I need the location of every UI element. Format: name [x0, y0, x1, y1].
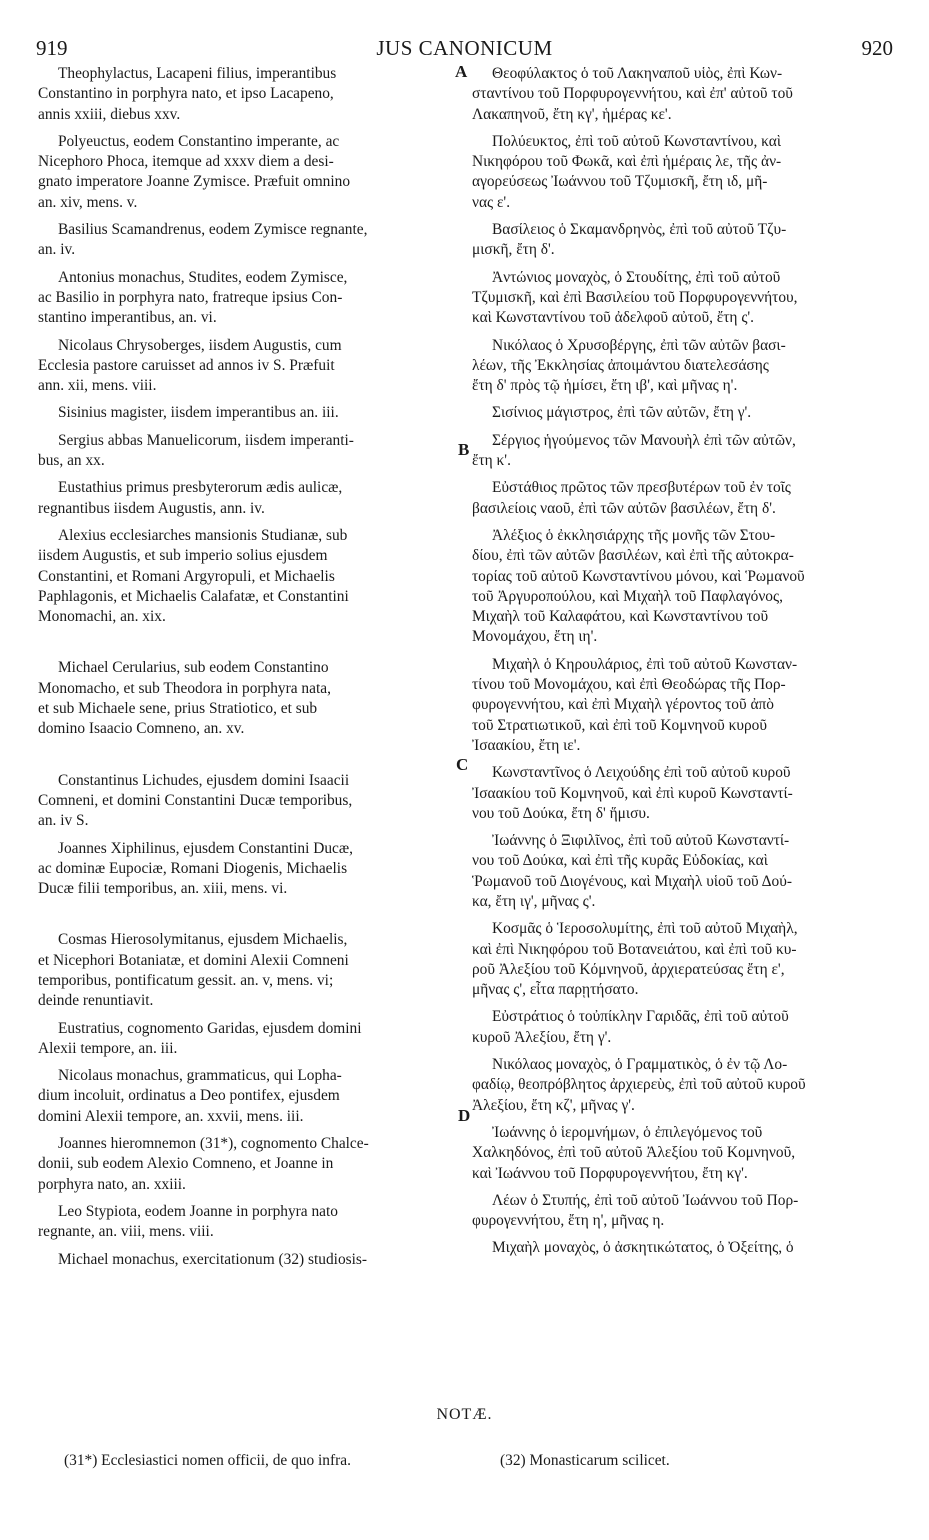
text-line: temporibus, pontificatum gessit. an. v, mens. vi;: [38, 971, 334, 989]
footnote-31: (31*) Ecclesiastici nomen officii, de quo infra.: [64, 1452, 351, 1469]
notes-heading: NOTÆ.: [436, 1406, 493, 1423]
text-line: τορίας τοῦ αὐτοῦ Κωνσταντίνου μόνου, καὶ Ῥωμανοῦ: [472, 567, 805, 585]
text-line: ἔτη κ'.: [472, 452, 511, 470]
text-line: Ἰσαακίου, ἔτη ιε'.: [472, 736, 581, 754]
text-line: Michael Cerularius, sub eodem Constantino: [58, 659, 329, 677]
text-line: Εὐστράτιος ὁ τοὐπίκλην Γαριδᾶς, ἐπὶ τοῦ αὐτοῦ: [492, 1008, 789, 1026]
text-line: gnato imperatore Joanne Zymisce. Præfuit omnino: [38, 173, 351, 191]
right-entry: [472, 220, 894, 261]
right-entry: [472, 1238, 894, 1258]
left-entry: [38, 658, 462, 739]
text-line: bus, an xx.: [38, 452, 105, 470]
text-line: Eustratius, cognomento Garidas, ejusdem domini: [58, 1019, 362, 1037]
text-line: δίου, ἐπὶ τῶν αὐτῶν βασιλέων, καὶ ἐπὶ τῆς αὐτοκρα-: [472, 547, 794, 565]
greek-column: [472, 64, 894, 1266]
text-line: Nicolaus Chrysoberges, iisdem Augustis, cum: [58, 336, 342, 354]
left-entry: [38, 220, 462, 261]
text-line: an. iv S.: [38, 812, 89, 830]
right-entry: [472, 831, 894, 912]
left-entry: [38, 336, 462, 397]
text-line: Ἀντώνιος μοναχὸς, ὁ Στουδίτης, ἐπὶ τοῦ αὐτοῦ: [492, 268, 781, 286]
text-line: dium incoluit, ordinatus a Deo pontifex, ejusdem: [38, 1087, 340, 1105]
right-entry: [472, 1191, 894, 1232]
right-entry: [472, 1123, 894, 1184]
right-entry: [472, 1007, 894, 1048]
footnote-32: (32) Monasticarum scilicet.: [500, 1452, 670, 1469]
text-line: ac Basilio in porphyra nato, fratreque ipsius Con-: [38, 288, 343, 306]
right-entry: [472, 336, 894, 397]
text-line: Nicolaus monachus, grammaticus, qui Lopha-: [58, 1067, 342, 1085]
text-line: Comneni, et domini Constantini Ducæ temporibus,: [38, 791, 353, 809]
text-line: τοῦ Ἀργυροπούλου, καὶ Μιχαὴλ τοῦ Παφλαγόνος,: [472, 587, 783, 605]
text-line: Nicephoro Phoca, itemque ad xxxv diem a desi-: [38, 153, 334, 171]
text-line: Sisinius magister, iisdem imperantibus an. iii.: [58, 404, 339, 422]
text-line: domini Alexii tempore, an. xxvii, mens. iii.: [38, 1107, 304, 1125]
left-entry: [38, 771, 462, 832]
text-line: κα, ἔτη ιγ', μῆνας ς'.: [472, 892, 596, 910]
left-entry: [38, 930, 462, 1011]
text-line: βασιλείοις ναοῦ, ἐπὶ τῶν αὐτῶν βασιλέων, ἔτη δ'.: [472, 499, 776, 517]
text-line: Πολύευκτος, ἐπὶ τοῦ αὐτοῦ Κωνσταντίνου, καὶ: [492, 132, 781, 150]
right-entry: [472, 403, 894, 423]
text-line: τίνου τοῦ Μονομάχου, καὶ ἐπὶ Θεοδώρας τῆς Πορ-: [472, 676, 786, 694]
left-entry: [38, 1066, 462, 1127]
text-line: Joannes Xiphilinus, ejusdem Constantini Ducæ,: [58, 839, 353, 857]
text-line: Εὐστάθιος πρῶτος τῶν πρεσβυτέρων τοῦ ἐν τοῖς: [492, 479, 791, 497]
text-line: ann. xii, mens. viii.: [38, 377, 157, 395]
text-line: Μονομάχου, ἔτη ιη'.: [472, 628, 598, 646]
margin-marker-b: B: [458, 440, 470, 459]
latin-column: [38, 64, 462, 1277]
text-line: regnantibus iisdem Augustis, ann. iv.: [38, 499, 265, 517]
right-page-number: 920: [861, 36, 893, 60]
text-line: σταντίνου τοῦ Πορφυρογεννήτου, καὶ ἐπ' αὐτοῦ τοῦ: [472, 85, 793, 103]
text-line: Alexii tempore, an. iii.: [38, 1039, 178, 1057]
left-entry: [38, 132, 462, 213]
text-line: an. iv.: [38, 241, 76, 259]
text-line: ἔτη δ' πρὸς τῷ ἡμίσει, ἔτη ιβ', καὶ μῆνας η'.: [472, 377, 738, 395]
text-line: ροῦ Ἀλεξίου τοῦ Κόμνηνοῦ, ἀρχιερατεύσας ἔτη ε',: [472, 960, 785, 978]
text-line: μισκῆ, ἔτη δ'.: [472, 241, 555, 259]
left-entry: [38, 431, 462, 472]
text-line: Ducæ filii temporibus, an. xiii, mens. vi.: [38, 880, 288, 898]
text-line: an. xiv, mens. v.: [38, 193, 138, 211]
text-line: Antonius monachus, Studites, eodem Zymisce,: [58, 268, 348, 286]
left-entry: [38, 526, 462, 627]
text-line: Ἰσαακίου τοῦ Κομνηνοῦ, καὶ ἐπὶ κυροῦ Κωνσταντί-: [472, 784, 793, 802]
page-header: [36, 36, 893, 62]
text-line: Constantino in porphyra nato, et ipso Lacapeno,: [38, 85, 334, 103]
right-entry: [472, 1055, 894, 1116]
text-line: Νικόλαος ὁ Χρυσοβέργης, ἐπὶ τῶν αὐτῶν βασι-: [492, 336, 786, 354]
text-line: Νικόλαος μοναχὸς, ὁ Γραμματικὸς, ὁ ἐν τῷ Λο-: [492, 1056, 788, 1074]
text-line: φυρογεννήτου, καὶ ἐπὶ Μιχαὴλ γέροντος τοῦ ἀπὸ: [472, 696, 774, 714]
text-line: φαδίῳ, θεοπρόβλητος ἀρχιερεὺς, ἐπὶ τοῦ αὐτοῦ κυροῦ: [472, 1076, 806, 1094]
text-line: deinde renuntiavit.: [38, 992, 154, 1010]
text-line: Σισίνιος μάγιστρος, ἐπὶ τῶν αὐτῶν, ἔτη γ'.: [492, 404, 752, 422]
right-entry: [472, 919, 894, 1000]
text-line: et sub Michaele sene, prius Stratiotico, et sub: [38, 700, 318, 718]
text-line: Constantini, et Romani Argyropuli, et Michaelis: [38, 567, 335, 585]
left-page-number: 919: [36, 36, 68, 60]
text-line: Alexius ecclesiarches mansionis Studianæ, sub: [58, 526, 348, 544]
text-line: et Nicephori Botaniatæ, et domini Alexii Comneni: [38, 951, 349, 969]
text-line: Theophylactus, Lacapeni filius, imperantibus: [58, 65, 337, 82]
text-line: Νικηφόρου τοῦ Φωκᾶ, καὶ ἐπὶ ἡμέραις λε, τῆς ἀν-: [472, 153, 782, 171]
right-entry: [472, 268, 894, 329]
left-entry: [38, 478, 462, 519]
right-entry: [472, 655, 894, 756]
text-line: iisdem Augustis, et sub imperio solius ejusdem: [38, 547, 328, 565]
text-line: Κωνσταντῖνος ὁ Λειχούδης ἐπὶ τοῦ αὐτοῦ κυροῦ: [492, 764, 791, 782]
text-line: domino Isaacio Comneno, an. xv.: [38, 720, 245, 738]
text-line: Ἰωάννης ὁ ἱερομνήμων, ὁ ἐπιλεγόμενος τοῦ: [492, 1123, 763, 1141]
text-line: μῆνας ς', εἶτα παρῃτήσατο.: [472, 981, 639, 999]
right-entry: [472, 763, 894, 824]
text-line: Σέργιος ἡγούμενος τῶν Μανουὴλ ἐπὶ τῶν αὐτῶν,: [492, 431, 796, 449]
text-line: Monomachi, an. xix.: [38, 608, 166, 626]
left-entry: [38, 1250, 462, 1270]
text-line: νου τοῦ Δούκα, καὶ ἐπὶ τῆς κυρᾶς Εὐδοκίας, καὶ: [472, 852, 768, 870]
text-line: Joannes hieromnemon (31*), cognomento Chalce-: [58, 1135, 369, 1153]
text-line: Ecclesia pastore caruisset ad annos iv S. Præfuit: [38, 356, 335, 374]
text-line: αγορεύσεως Ἰωάννου τοῦ Τζυμισκῆ, ἔτη ιδ, μῆ-: [472, 173, 768, 191]
text-line: Cosmas Hierosolymitanus, ejusdem Michaelis,: [58, 931, 348, 949]
left-entry: [38, 64, 462, 125]
text-line: καὶ Κωνσταντίνου τοῦ ἀδελφοῦ αὐτοῦ, ἔτη ς'.: [472, 309, 755, 327]
text-line: Τζυμισκῆ, καὶ ἐπὶ Βασιλείου τοῦ Πορφυρογεννήτου,: [472, 288, 798, 306]
text-line: καὶ Ἰωάννου τοῦ Πορφυρογεννήτου, ἔτη κγ'.: [472, 1164, 748, 1182]
left-entry: [38, 268, 462, 329]
text-line: Λακαπηνοῦ, ἔτη κγ', ἡμέρας κε'.: [472, 105, 672, 123]
text-line: Monomacho, et sub Theodora in porphyra nata,: [38, 679, 331, 697]
running-title: JUS CANONICUM: [376, 36, 553, 60]
text-line: Λέων ὁ Στυπής, ἐπὶ τοῦ αὐτοῦ Ἰωάννου τοῦ Πορ-: [492, 1191, 799, 1209]
text-line: Leo Stypiota, eodem Joanne in porphyra nato: [58, 1202, 338, 1220]
text-line: Eustathius primus presbyterorum ædis aulicæ,: [58, 479, 343, 497]
text-line: Μιχαὴλ ὁ Κηρουλάριος, ἐπὶ τοῦ αὐτοῦ Κωνσταν-: [492, 655, 798, 673]
text-line: Constantinus Lichudes, ejusdem domini Isaacii: [58, 771, 350, 789]
text-line: Michael monachus, exercitationum (32) studiosis-: [58, 1250, 368, 1268]
text-line: κυροῦ Ἀλεξίου, ἔτη γ'.: [472, 1028, 612, 1046]
text-line: Κοσμᾶς ὁ Ἱεροσολυμίτης, ἐπὶ τοῦ αὐτοῦ Μιχαὴλ,: [492, 920, 798, 938]
margin-marker-c: C: [456, 755, 469, 774]
text-line: Ῥωμανοῦ τοῦ Διογένους, καὶ Μιχαὴλ υἱοῦ τοῦ Δού-: [472, 872, 792, 890]
text-line: Βασίλειος ὁ Σκαμανδρηνὸς, ἐπὶ τοῦ αὐτοῦ Τζυ-: [492, 221, 787, 239]
text-line: νας ε'.: [472, 193, 511, 211]
margin-marker-a: A: [455, 62, 468, 81]
text-line: λέων, τῆς Ἐκκλησίας ἀποιμάντου διατελεσάσης: [472, 356, 769, 374]
text-line: Ἀλεξίου, ἔτη κζ', μῆνας γ'.: [472, 1096, 635, 1114]
text-line: ac dominæ Eupociæ, Romani Diogenis, Michaelis: [38, 859, 348, 877]
text-line: Paphlagonis, et Michaelis Calafatæ, et Constantini: [38, 587, 349, 605]
text-line: φυρογεννήτου, ἔτη η', μῆνας η.: [472, 1212, 665, 1230]
text-line: Χαλκηδόνος, ἐπὶ τοῦ αὐτοῦ Ἀλεξίου τοῦ Κομνηνοῦ,: [472, 1144, 796, 1162]
margin-marker-d: D: [458, 1106, 471, 1125]
text-line: donii, sub eodem Alexio Comneno, et Joanne in: [38, 1155, 334, 1173]
text-line: Sergius abbas Manuelicorum, iisdem imperanti-: [58, 431, 354, 449]
text-line: Ἀλέξιος ὁ ἐκκλησιάρχης τῆς μονῆς τῶν Στου-: [492, 526, 776, 544]
left-entry: [38, 1202, 462, 1243]
text-line: Μιχαὴλ μοναχὸς, ὁ ἀσκητικώτατος, ὁ Ὀξείτης, ὁ: [492, 1239, 794, 1257]
left-entry: [38, 839, 462, 900]
text-line: Μιχαὴλ τοῦ Καλαφάτου, καὶ Κωνσταντίνου τοῦ: [472, 608, 769, 626]
right-entry: [472, 64, 894, 125]
left-entry: [38, 403, 462, 423]
text-line: Polyeuctus, eodem Constantino imperante, ac: [58, 132, 340, 150]
text-line: νου τοῦ Δούκα, ἔτη δ' ἥμισυ.: [472, 804, 650, 822]
text-line: porphyra nato, an. xxiii.: [38, 1175, 186, 1193]
right-entry: [472, 478, 894, 519]
right-entry: [472, 526, 894, 648]
right-entry: [472, 132, 894, 213]
text-line: stantino imperantibus, an. vi.: [38, 309, 217, 327]
text-line: Basilius Scamandrenus, eodem Zymisce regnante,: [58, 221, 368, 239]
left-entry: [38, 1019, 462, 1060]
text-line: annis xxiii, diebus xxv.: [38, 105, 181, 123]
left-entry: [38, 1134, 462, 1195]
text-line: Θεοφύλακτος ὁ τοῦ Λακηναποῦ υἱὸς, ἐπὶ Κων-: [492, 65, 783, 82]
text-line: καὶ ἐπὶ Νικηφόρου τοῦ Βοτανειάτου, καὶ ἐπὶ τοῦ κυ-: [472, 940, 797, 958]
text-line: regnante, an. viii, mens. viii.: [38, 1223, 214, 1241]
text-line: τοῦ Στρατιωτικοῦ, καὶ ἐπὶ τοῦ Κομνηνοῦ κυροῦ: [472, 716, 767, 734]
right-entry: [472, 431, 894, 472]
text-line: Ἰωάννης ὁ Ξιφιλῖνος, ἐπὶ τοῦ αὐτοῦ Κωνσταντί-: [492, 832, 790, 850]
